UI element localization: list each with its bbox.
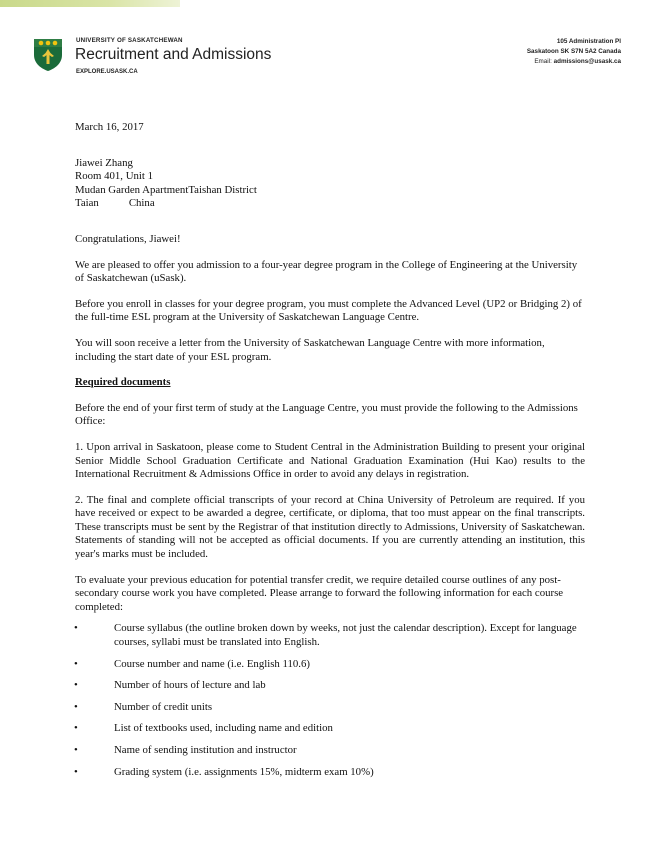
email-link[interactable]: admissions@usask.ca xyxy=(553,58,621,65)
recipient-city-country xyxy=(75,197,585,211)
website-link[interactable]: EXPLORE.USASK.CA xyxy=(76,69,138,75)
recipient-line-2: Mudan Garden ApartmentTaishan District xyxy=(75,183,257,196)
list-item-text: Number of hours of lecture and lab xyxy=(114,679,266,692)
paragraph-language-centre: You will soon receive a letter from the University of Saskatchewan Language Centre with more information, including the start date of your ESL program. xyxy=(75,336,545,363)
list-item-text: Number of credit units xyxy=(114,700,213,713)
bullet-icon: • xyxy=(74,765,78,778)
bullet-icon: • xyxy=(74,679,78,692)
greeting: Congratulations, Jiawei! xyxy=(75,232,181,245)
required-item-2: 2. The final and complete official transcripts of your record at China University of Petroleum are required. If you have received or expect to be awarded a degree, certificate, or diploma, that too must appear on the final transcripts. These transcripts must be sent by the Registrar of that institution directly to Admissions, University of Saskatchewan. Statements of standing will not be accepted as official documents. If you are currently attending an institution, this year's marks must be included. xyxy=(75,493,585,561)
bullet-icon: • xyxy=(74,657,78,670)
university-crest-icon xyxy=(33,38,63,72)
list-item-text: Grading system (i.e. assignments 15%, midterm exam 10%) xyxy=(114,765,374,778)
bullet-icon: • xyxy=(74,622,78,635)
address-line-1: 105 Administration Pl xyxy=(556,38,621,45)
recipient-line-1: Room 401, Unit 1 xyxy=(75,170,153,183)
list-item-text: Course syllabus (the outline broken down by weeks, not just the calendar description). Except for language courses, syllabi must be translated into English. xyxy=(114,622,577,649)
recipient-country: China xyxy=(128,197,155,210)
bullet-icon: • xyxy=(74,744,78,756)
letter-date: March 16, 2017 xyxy=(75,121,144,133)
bullet-icon: • xyxy=(74,722,78,735)
required-item-1: 1. Upon arrival in Saskatoon, please come to Student Central in the Administration Building to present your original Senior Middle School Graduation Certificate and National Graduation Examination (Hui Kao) results to the International Recruitment & Admissions Office in order to avoid any delays in registration. xyxy=(75,440,585,481)
office-address xyxy=(527,37,621,67)
department-name: Recruitment and Admissions xyxy=(75,46,272,63)
address-line-2: Saskatoon SK S7N 5A2 Canada xyxy=(526,48,621,55)
paragraph-admission: We are pleased to offer you admission to a four-year degree program in the College of Engineering at the University of Saskatchewan (uSask). xyxy=(75,258,578,285)
list-item-text: Course number and name (i.e. English 110.6) xyxy=(114,657,310,670)
list-item xyxy=(75,722,585,736)
paragraph-esl-requirement: Before you enroll in classes for your degree program, you must complete the Advanced Level (UP2 or Bridging 2) of the full-time ESL program at the University of Saskatchewan Language Centre. xyxy=(75,297,582,324)
email-label: Email: xyxy=(534,58,552,65)
list-item-text: Name of sending institution and instructor xyxy=(114,744,297,756)
recipient-block xyxy=(75,157,585,211)
list-item xyxy=(75,622,585,649)
letter-body xyxy=(75,121,585,779)
recipient-name: Jiawei Zhang xyxy=(75,156,133,169)
list-item xyxy=(75,766,585,780)
header-accent-bar xyxy=(0,0,180,7)
list-item xyxy=(75,701,585,715)
course-info-list xyxy=(75,622,585,779)
list-item xyxy=(75,679,585,693)
required-documents-heading: Required documents xyxy=(75,376,171,389)
transfer-credit-paragraph: To evaluate your previous education for potential transfer credit, we require detailed course outlines of any post-secondary course work you have completed. Please arrange to forward the following information for each course completed: xyxy=(75,573,564,613)
list-item xyxy=(75,744,585,758)
list-item xyxy=(75,658,585,672)
recipient-city: Taian xyxy=(75,197,99,210)
bullet-icon: • xyxy=(74,700,78,713)
university-name: UNIVERSITY OF SASKATCHEWAN xyxy=(76,37,183,44)
required-documents-intro: Before the end of your first term of study at the Language Centre, you must provide the following to the Admissions Office: xyxy=(75,401,578,428)
list-item-text: List of textbooks used, including name and edition xyxy=(114,722,333,735)
